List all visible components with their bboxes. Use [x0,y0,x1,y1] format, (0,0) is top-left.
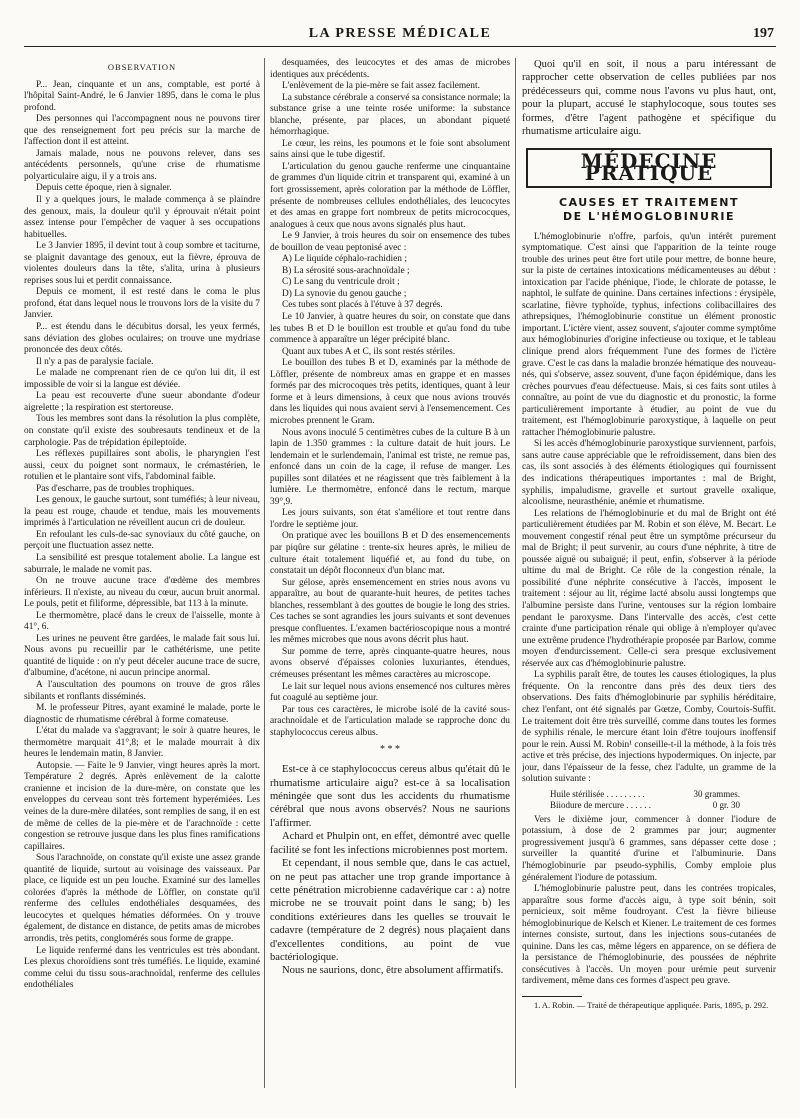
autopsy-text [270,58,510,739]
paragraph: Le lait sur lequel nous avions ensemencé nos cultures mères fut coagulé au septième jour. [270,681,510,704]
paragraph: Par tous ces caractères, le microbe isolé de la cavité sous-arachnoïdale et de l'articulation malade se rapproche donc du staphylococcus cereus albus. [270,704,510,738]
paragraph: Les réflexes pupillaires sont abolis, le pharyngien l'est aussi, ceux du poignet sont normaux, le crémastérien, le rotulien et le plantaire sont vifs, l'abdominal faible. [24,449,260,483]
paragraph: Nous ne saurions, donc, être absolument affirmatifs. [282,965,504,977]
paragraph: Quant aux tubes A et C, ils sont restés stériles. [282,346,456,357]
paragraph: La syphilis paraît être, de toutes les causes étiologiques, la plus fréquente. On la rencontre dans près des deux tiers des observations. Des faits d'hémoglobinurie par syphilis héréditaire, chez l'enfant, ont été signalés par Gœtze, Comby, Courtois-Suffit. Le traitement doit être très surveillé, comme dans toutes les formes de syphilis rénale, le mercure étant loin d'être toujours inoffensif pour le rein. Aussi M. Robin¹ conseille-t-il la méthode, à la fois très active et très précise, des injections hypodermiques. On injecte, par jour, dans l'épaisseur de la fesse, chez l'adulte, un gramme de la solution suivante : [522,670,776,785]
paragraph: Vers le dixième jour, commencer à donner l'iodure de potassium, à dose de 2 grammes par jour; augmenter progressivement jusqu'à 6 grammes, sans dépasser cette dose ; surveiller la quantité d'urine et l'albuminurie. Dans l'hémoglobinurie par pseudo-syphilis, Comby emploie plus généralement l'iodure de potassium. [522,814,776,883]
paragraph: M. le professeur Pitres, ayant examiné le malade, porte le diagnostic de rhumatisme cérébral à forme comateuse. [24,703,260,725]
paragraph: desquamées, des leucocytes et des amas de microbes identiques aux précédents. [270,58,510,80]
observation-text [24,80,260,992]
column-left [24,58,260,1098]
paragraph: Le 10 Janvier, à quatre heures du soir, on constate que dans les tubes B et D le bouillon est trouble et qu'au fond du tube commence à apparaître un léger précipité blanc. [270,312,510,346]
footnote-rule [522,996,582,997]
column-divider [515,58,516,1088]
paragraph: La peau est recouverte d'une sueur abondante d'odeur aigrelette ; la respiration est stertoreuse. [24,391,260,413]
formula-quantity: 30 grammes. [693,788,740,799]
paragraph: En refoulant les culs-de-sac synoviaux du côté gauche, on perçoit une fluctuation assez nette. [24,529,260,552]
paragraph: Est-ce à ce staphylococcus cereus albus qu'était dû le rhumatisme articulaire aigu? est-ce à sa localisation méningée que sont dus les accidents du rhumatisme cérébral que nous avons observés? Nous ne saurions l'affirmer. [270,764,510,829]
page-number: 197 [753,26,774,41]
formula-ingredient: Biiodure de mercure . . . . . . [550,799,651,810]
paragraph: Depuis cette époque, rien à signaler. [36,183,172,194]
paragraph: L'hémoglobinurie palustre peut, dans les contrées tropicales, apparaître sous forme d'accès aigu, à type soit bénin, soit pernicieux, soit même foudroyant. C'est la fièvre bilieuse hémoglobinurique de Kelsch et Kiener. Le traitement de ces formes internes consiste, surtout, dans les injections sous-cutanées de quinine. Dans les cas, même légers en apparence, on se défiera de la persistance de l'hémoglobinurie, des poussées de néphrite consécutives à l'accès. Un moyen pour urémie peut survenir tardivement, même dans ces formes d'aspect peu grave. [522,884,776,987]
paragraph: Et cependant, il nous semble que, dans le cas actuel, on ne peut pas attacher une trop grande importance à cette pénétration microbienne cadavérique car : a) notre microbe ne se trouvait point dans le sang; b) les conditions extérieures dans les quelles se trouvait le cadavre (température de 2 degrés) nous plaçaient dans d'excellentes conditions, au point de vue bactériologique. [270,858,510,963]
formula-quantity: 0 gr. 30 [712,799,740,810]
discussion-text [270,763,510,978]
paragraph: La substance cérébrale a conservé sa consistance normale; la substance grise a une teinte rosée uniforme: la substance blanche, présente, par places, un abondant piqueté hémorrhagique. [270,92,510,138]
paragraph: L'hémoglobinurie n'offre, parfois, qu'un intérêt purement symptomatique. C'est ainsi que l'apparition de la teinte rouge trouble des urines peut être fort utile pour mettre, de bonne heure, sur la piste de certaines intoxications médicamenteuses au début : intoxication par l'acide phénique, l'iode, le chlorate de potasse, le naphtol, le sulfate de quinine. Dans certaines infections : érysipèle, scarlatine, fièvre typhoïde, typhus, infections colibacillaires des athrepsiques, l'hémoglobinurie constitue un élément pronostic important. L'ictère vient, assez souvent, s'ajouter comme symptôme aux hémoglobinuries d'origine infectieuse ou toxique, et le tableau clinique prend alors fréquemment l'une des formes de l'ictère grave. C'est le cas dans la maladie bronzée hématique des nouveau-nés, qui s'observe, assez souvent, d'une façon épidémique, dans les crèches pourvues d'eau défectueuse. Mais, si ces faits sont utiles à connaître, au point de vue du diagnostic et du pronostic, la forme particulièrement importante à étudier, au point de vue du traitement, est l'hémoglobinurie paroxystique, à laquelle on peut rattacher l'hémoglobinurie palustre. [522,231,776,438]
paragraph: A) Le liquide céphalo-rachidien ; [282,254,407,265]
paragraph: P... est étendu dans le décubitus dorsal, les yeux fermés, sans déviation des globes oculaires; on trouve une mydriase prononcée des deux côtés. [24,322,260,356]
paragraph: Des personnes qui l'accompagnent nous ne pouvons tirer que des renseignement fort peu précis sur la marche de l'affection dont il est atteint. [24,114,260,148]
page-header [24,24,776,47]
paragraph: Il n'y a pas de paralysie faciale. [36,356,154,367]
paragraph: Les jours suivants, son état s'améliore et tout rentre dans l'ordre le septième jour. [270,508,510,530]
paragraph: Le thermomètre, placé dans le creux de l'aisselle, monte à 41°, 6. [24,610,260,633]
column-right [522,58,776,1098]
paragraph: Le 3 Janvier 1895, il devint tout à coup sombre et taciturne, se plaignit davantage des genoux, eut la fièvre, éprouva de violentes douleurs dans la tête, s'alita, urina à plusieurs reprises sous lui et perdit connaissance. [24,241,260,286]
paragraph: P... Jean, cinquante et un ans, comptable, est porté à l'hôpital Saint-André, le 6 Janvier 1895, dans le coma le plus profond. [24,79,260,113]
formula-row [550,800,740,811]
paragraph: Le cœur, les reins, les poumons et le foie sont absolument sains ainsi que le tube digestif. [270,138,510,161]
paragraph: B) La sérosité sous-arachnoïdale ; [282,265,410,276]
article-text [522,232,776,786]
footnote: 1. A. Robin. — Traité de thérapeutique appliquée. Paris, 1895, p. 292. [534,1000,769,1010]
paragraph: Si les accès d'hémoglobinurie paroxystique surviennent, parfois, sans autre cause appréciable que le refroidissement, dans bien des cas, ils sont associés à des éléments étiologiques qui fournissent des indications thérapeutiques importantes : mal de Bright, syphilis, impaludisme, gravelle et surtout gravelle oxalique, alcoolisme, neurasthénie, anémie et rhumatisme. [522,439,776,508]
paragraph: Les relations de l'hémoglobinurie et du mal de Bright ont été particulièrement étudiées par M. Robin et son élève, M. Becart. Le mouvement congestif rénal peut être un symptôme précurseur du mal de Bright; il peut survenir, au cours d'une néphrite, à titre de poussée aiguë ou subaiguë; il peut, enfin, s'observer à la période ultime du mal de Bright. Ce rôle de la congestion rénale, la possibilité d'une néphrite consécutive à l'accès, imposent le traitement : séjour au lit, régime lacté absolu aussi longtemps que l'albumine persiste dans l'urine, ventouses sur la région lombaire pendant le paroxysme. Dans l'intervalle des accès, c'est cette crainte d'une participation rénale qui oblige à n'employer qu'avec une extrême prudence l'hydrothérapie proposée par Barlow, comme moyen d'endurcissement. Celle-ci sera presque exclusivement réservée aux cas d'hémoglobinurie palustre. [522,508,776,669]
article-title-line-2: DE L'HÉMOGLOBINURIE [562,209,736,223]
journal-title: LA PRESSE MÉDICALE [308,26,492,41]
paragraph: Le liquide renfermé dans les ventricules est très abondant. Les plexus choroïdiens sont très tuméfiés. Le liquide, examiné comme celui du tissu sous-arachnoïdal, renferme des cellules endothéliales [24,945,260,991]
paragraph: L'articulation du genou gauche renferme une cinquantaine de grammes d'un liquide citrin et transparent qui, examiné à un fort grossissement, après coloration par la méthode de Löffler, présente de nombreuses cellules endothéliales, des leucocytes et des amas en grappe fort nombreux de petits micrococques, analogues à ceux que nous avons signalés plus haut. [270,161,510,230]
paragraph: Le bouillon des tubes B et D, examinés par la méthode de Löffler, présente de nombreux amas en grappe et en masses formés par des microcoques très petits, identiques, quant à leur forme et à leurs dimensions, à ceux que nous avions trouvés dans les liquides qui nous avaient servi à l'ensemencement. Ces microbes prennent le Gram. [270,358,510,426]
paragraph: Les urines ne peuvent être gardées, le malade fait sous lui. Nous avons pu recueillir par le cathétérisme, une petite quantité de liquide : on n'y peut déceler aucune trace de sucre, d'albumine, d'acétone, ni aucun principe anormal. [24,633,260,679]
column-divider [264,58,265,1088]
paragraph: Nous avons inoculé 5 centimètres cubes de la culture B à un lapin de 1.350 grammes : la culture datait de huit jours. Le lendemain et le surlendemain, l'animal est triste, ne remue pas, enfoncé dans un coin de la cage, il refuse de manger. Les pupilles sont dilatées et ne réagissent que très faiblement à la lumière. Le thermomètre, enfoncé dans le rectum, marque 39°,9. [270,427,510,507]
paragraph: D) La synovie du genou gauche ; [282,288,407,299]
paragraph: Autopsie. — Faite le 9 Janvier, vingt heures après la mort. Température 2 degrés. Après enlèvement de la calotte cranienne et incision de la dure-mère, on constate que les enveloppes du cerveau sont très fortement hyperémiées. Les veines de la dure-mère dilatées, sont remplies de sang, il en est de même de celles de la pie-mère et de l'arachnoïde : cette congestion se retrouve jusque dans les plus fines ramifications capillaires. [24,760,260,852]
article-title [522,196,776,224]
paragraph: Jamais malade, nous ne pouvons relever, dans ses antécédents personnels, qu'une crise de rhumatisme polyarticulaire aigu, il y a trois ans. [24,148,260,182]
observation-heading: OBSERVATION [107,62,177,72]
paragraph: L'état du malade va s'aggravant; le soir à quatre heures, le thermomètre marquait 41°,8; et le malade mourrait à dix heures le lendemain matin, 8 Janvier. [24,726,260,760]
paragraph: La sensibilité est presque totalement abolie. La langue est saburrale, le malade ne vomit pas. [24,552,260,575]
section-separator: * * * [380,744,400,756]
paragraph: L'enlèvement de la pie-mère se fait assez facilement. [282,81,480,92]
column-middle [270,58,510,1098]
formula-row [550,789,740,800]
paragraph: Ces tubes sont placés à l'étuve à 37 degrés. [282,300,443,311]
paragraph: Le malade ne comprenant rien de ce qu'on lui dit, il est impossible de voir si la langue est déviée. [24,368,260,390]
paragraph: Pas d'escharre, pas de troubles trophiques. [36,483,195,494]
paragraph: Quoi qu'il en soit, il nous a paru intéressant de rapprocher cette observation de celles publiées par nos prédécesseurs qui, comme nous l'avons vu plus haut, ont, pour la plupart, accusé le staphylocoque, sous toutes ses formes, d'être l'agent pathogène et spécifique du rhumatisme articulaire aigu. [522,59,776,138]
prescription-formula [550,789,776,811]
article-title-line-1: CAUSES ET TRAITEMENT [559,195,739,209]
paragraph: Depuis ce moment, il est resté dans le coma le plus profond, état dans lequel nous le trouvons lors de la visite du 7 Janvier. [24,287,260,321]
section-heading-box: MÉDECINE PRATIQUE [526,148,772,187]
paragraph: Achard et Phulpin ont, en effet, démontré avec quelle facilité se font les infections microbiennes post mortem. [270,831,510,856]
conclusion-text [522,58,776,138]
paragraph: Le 9 Janvier, à trois heures du soir on ensemence des tubes de bouillon de veau peptonisé avec : [270,231,510,253]
paragraph: A l'auscultation des poumons on trouve de gros râles sibilants et ronflants disséminés. [24,679,260,702]
paragraph: Sur pomme de terre, après cinquante-quatre heures, nous avons observé d'épaisses colonies luxuriantes, étendues, crémeuses présentant les mêmes caractères au microscope. [270,646,510,680]
formula-ingredient: Huile stérilisée . . . . . . . . . [550,788,645,799]
paragraph: Il y a quelques jours, le malade commença à se plaindre des genoux, mais, la douleur qu'il y éprouvait n'était point assez intense pour l'empêcher de vaquer à ses occupations habituelles. [24,195,260,240]
paragraph: Tous les membres sont dans la résolution la plus complète, on constate qu'il existe des soubresauts tendineux et de la carphologie. Pas de trépidation épileptoïde. [24,414,260,448]
paragraph: Sur gélose, après ensemencement en stries nous avons vu apparaître, au bout de quarante-huit heures, de petites taches blanches, ressemblant à des gouttes de bougie le long des stries. Ces taches se sont agrandies les jours suivants et sont devenues presque confluentes. L'examen bactérioscopique nous a montré les mêmes microbes que nous avons décrit plus haut. [270,577,510,646]
paragraph: C) Le sang du ventricule droit ; [282,277,400,288]
paragraph: On pratique avec les bouillons B et D des ensemencements par piqûre sur gélatine : trente-six heures après, le milieu de culture était totalement liquéfié et, au fond du tube, on constatait un dépôt floconneux d'un blanc mat. [270,531,510,577]
paragraph: On ne trouve aucune trace d'œdème des membres inférieurs. Il n'existe, au niveau du cœur, aucun bruit anormal. Le pouls, petit et filiforme, dépressible, bat 113 à la minute. [24,576,260,610]
article-text-continued [522,815,776,988]
paragraph: Sous l'arachnoïde, on constate qu'il existe une assez grande quantité de liquide, surtout au voisinage des vaisseaux. Par place, ce liquide est un peu louche. Examiné sur des lamelles colorées d'après la méthode de Löffler, on constate qu'il renferme des cellules endothéliales desquamées, des leucocytes et quelques hématies déformées. On y trouve également, de distance en distance, de petits amas de microbes arrondis, très petits, conglomérés sous forme de grappe. [24,853,260,945]
paragraph: Les genoux, le gauche surtout, sont tuméfiés; à leur niveau, la peau est rouge, chaude et tendue, mais les mouvements imprimés à l'articulation ne réveillent aucun cri de douleur. [24,495,260,529]
